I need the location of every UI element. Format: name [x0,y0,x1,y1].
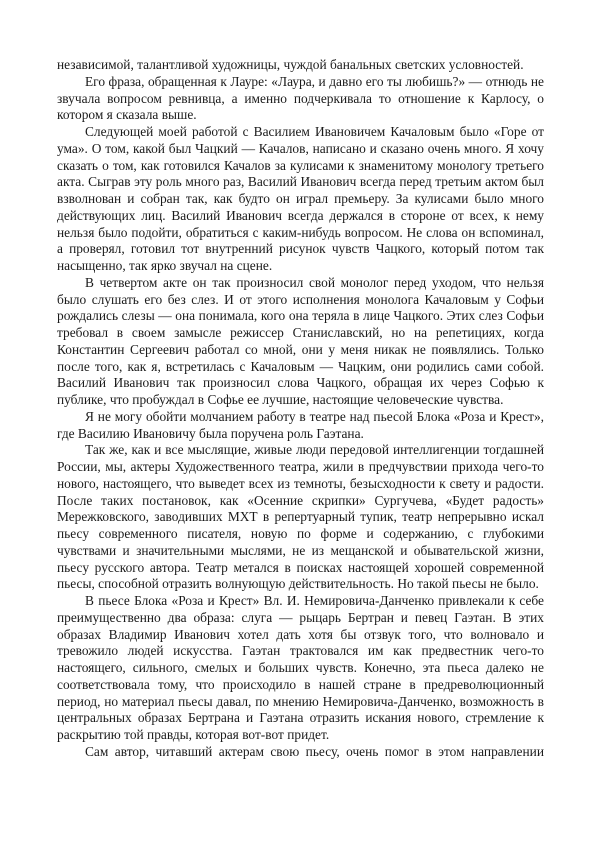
paragraph-continued: независимой, талантливой художницы, чуждой банальных светских условностей. [57,57,524,72]
paragraph: Его фраза, обращенная к Лауре: «Лаура, и давно его ты любишь?» — отнюдь не звучала вопросом ревнивца, а именно подчеркивала то отношение к Карлосу, о котором я сказала выше. [57,73,544,123]
paragraph: Так же, как и все мыслящие, живые люди передовой интеллигенции тогдашней России, мы, актеры Художественного театра, жили в предчувствии прихода чего-то нового, настоящего, что выведет всех из темноты, безысходности к свету и радости. После таких постановок, как «Осенние скрипки» Сургучева, «Будет радость» Мережковского, заводивших МХТ в репертуарный тупик, театр непрерывно искал пьесу современного писателя, новую по форме и содержанию, с глубокими чувствами и значительными мыслями, не из мещанской и обывательской жизни, пьесу русского автора. Театр метался в поисках настоящей хорошей современной пьесы, способной отразить волнующую действительность. Но такой пьесы не было. [57,442,544,592]
paragraph: Я не могу обойти молчанием работу в театре над пьесой Блока «Роза и Крест», где Василию Ивановичу была поручена роль Гаэтана. [57,408,544,441]
paragraph: В пьесе Блока «Роза и Крест» Вл. И. Немировича-Данченко привлекали к себе преимущественно два образа: слуга — рыцарь Бертран и певец Гаэтан. В этих образах Владимир Иванович хотел дать хотя бы отзвук того, что волновало и тревожило людей искусства. Гаэтан трактовался им как предвестник чего-то настоящего, сильного, смелых и больших чувств. Конечно, эта пьеса далеко не соответствовала тому, что происходило в нашей стране в предреволюционный период, но материал пьесы давал, по мнению Немировича-Данченко, возможность в центральных образах Бертрана и Гаэтана отразить искания нового, стремление к раскрытию той правды, которая вот-вот придет. [57,593,544,742]
paragraph: В четвертом акте он так произносил свой монолог перед уходом, что нельзя было слушать его без слез. И от этого исполнения монолога Качаловым у Софьи рождались слезы — она понимала, кого она теряла в лице Чацкого. Этих слез Софьи требовал в своем замысле режиссер Станиславский, но на репетициях, когда Константин Сергеевич работал со мной, они у меня никак не появлялись. Только после того, как я, встретилась с Качаловым — Чацким, они родились сами собой. Василий Иванович так произносил слова Чацкого, обращая их через Софью к публике, что пробуждал в Софье ее лучшие, настоящие человеческие чувства. [57,274,544,407]
paragraph-last-line: Сам автор, читавший актерам свою пьесу, очень помог в этом направлении [85,743,544,759]
document-page [57,57,544,761]
paragraph: Следующей моей работой с Василием Ивановичем Качаловым было «Горе от ума». О том, какой был Чацкий — Качалов, написано и сказано очень много. Я хочу сказать о том, как готовился Качалов за кулисами к знаменитому монологу третьего акта. Сыграв эту роль много раз, Василий Иванович всегда перед третьим актом был взволнован и собран так, как будто он играл премьеру. За кулисами было много действующих лиц. Василий Иванович всегда держался в стороне от всех, к нему нельзя было подойти, обратиться с каким-нибудь вопросом. Не слова он вспоминал, а проверял, готовил тот внутренний рисунок чувств Чацкого, который потом так насыщенно, так ярко звучал на сцене. [57,124,544,273]
